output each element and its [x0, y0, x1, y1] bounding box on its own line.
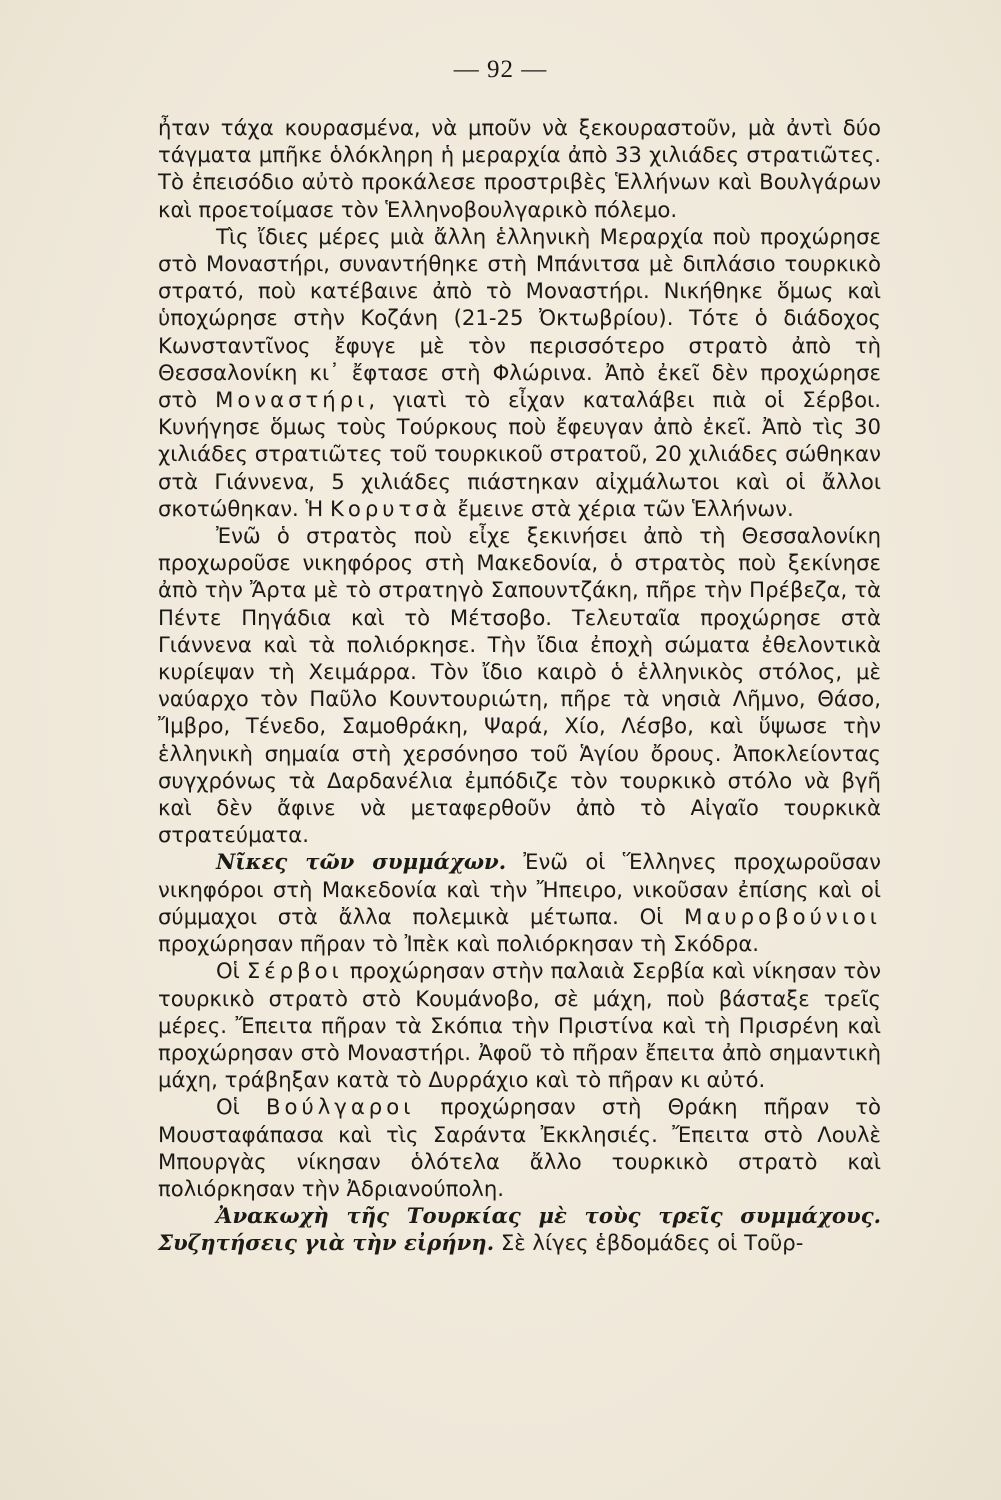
- section-heading-victories: Νῖκες τῶν συμμάχων.: [216, 849, 507, 875]
- paragraph-6: [158, 1093, 881, 1202]
- paragraph-2-text-e: ἔμεινε στὰ χέρια τῶν Ἑλλήνων.: [457, 495, 794, 521]
- body-text: [158, 114, 881, 1257]
- paragraph-7: [158, 1202, 881, 1256]
- spaced-word-bulgarians: Βούλγαροι: [265, 1094, 415, 1120]
- paragraph-5-text-c: προχώρησαν στὴν παλαιὰ Σερβία καὶ νίκησαν τὸν τουρκικὸ στρατὸ στὸ Κουμάνοβο, σὲ μάχη, ποὺ βάσταξε τρεῖς μέρες. Ἔπειτα πῆραν τὰ Σκόπια τὴν Πριστίνα καὶ τὴ Πρισρένη καὶ προχώρησαν στὸ Μοναστήρι. Ἀφοῦ τὸ πῆραν ἔπειτα ἀπὸ σημαντικὴ μάχη, τράβηξαν κατὰ τὸ Δυρράχιο καὶ τὸ πῆραν κι αὐτό.: [158, 958, 881, 1093]
- paragraph-2-text-a: Τὶς ἴδιες μέρες μιὰ ἄλλη ἑλληνικὴ Μεραρχία ποὺ προχώρησε στὸ Μοναστήρι, συναντήθηκε στὴ Μπάνιτσα μὲ διπλάσιο τουρκικὸ στρατό, ποὺ κατέβαινε ἀπὸ τὸ Μοναστήρι. Νικήθηκε ὅμως καὶ ὑποχώρησε στὴν Κοζάνη (21-25 Ὀκτωβρίου). Τότε ὁ διάδοχος Κωνσταντῖνος ἔφυγε μὲ τὸν περισσότερο στρατὸ ἀπὸ τὴ Θεσσαλονίκη κι᾿ ἔφτασε στὴ Φλώρινα. Ἀπὸ ἐκεῖ δὲν προχώρησε στὸ: [158, 223, 881, 413]
- paragraph-2: [158, 223, 881, 522]
- paragraph-6-text-a: Οἱ: [216, 1094, 240, 1120]
- paragraph-4-text-a: Ἐνῶ οἱ Ἕλληνες προχωροῦσαν νικηφόροι στὴ Μακεδονία καὶ τὴν Ἤπειρο, νικοῦσαν ἐπίσης καὶ οἱ σύμμαχοι στὰ ἄλλα πολεμικὰ μέτωπα. Οἱ: [158, 849, 881, 929]
- paragraph-1: ἦταν τάχα κουρασμένα, νὰ μποῦν νὰ ξεκουραστοῦν, μὰ ἀντὶ δύο τάγματα μπῆκε ὁλόκληρη ἡ μεραρχία ἀπὸ 33 χιλιάδες στρατιῶτες. Τὸ ἐπεισόδιο αὐτὸ προκάλεσε προστριβὲς Ἑλλήνων καὶ Βουλγάρων καὶ προετοίμασε τὸν Ἑλληνοβουλγαρικὸ πόλεμο.: [158, 115, 881, 222]
- paragraph-3: Ἐνῶ ὁ στρατὸς ποὺ εἶχε ξεκινήσει ἀπὸ τὴ Θεσσαλονίκη προχωροῦσε νικηφόρος στὴ Μακεδονία, ὁ στρατὸς ποὺ ξεκίνησε ἀπὸ τὴν Ἄρτα μὲ τὸ στρατηγὸ Σαπουντζάκη, πῆρε τὴν Πρέβεζα, τὰ Πέντε Πηγάδια καὶ τὸ Μέτσοβο. Τελευταῖα προχώρησε στὰ Γιάννενα καὶ τὰ πολιόρκησε. Τὴν ἴδια ἐποχὴ σώματα ἐθελοντικὰ κυρίεψαν τὴ Χειμάρρα. Τὸν ἴδιο καιρὸ ὁ ἑλληνικὸς στόλος, μὲ ναύαρχο τὸν Παῦλο Κουντουριώτη, πῆρε τὰ νησιὰ Λῆμνο, Θάσο, Ἴμβρο, Τένεδο, Σαμοθράκη, Ψαρά, Χίο, Λέσβο, καὶ ὕψωσε τὴν ἑλληνικὴ σημαία στὴ χερσόνησο τοῦ Ἁγίου ὄρους. Ἀποκλείοντας συγχρόνως τὰ Δαρδανέλια ἐμπόδιζε τὸν τουρκικὸ στόλο νὰ βγῆ καὶ δὲν ἄφινε νὰ μεταφερθοῦν ἀπὸ τὸ Αἰγαῖο τουρκικὰ στρατεύματα.: [158, 523, 881, 848]
- page-number: — 92 —: [453, 56, 548, 83]
- paragraph-7-text-a: Σὲ λίγες ἑβδομάδες οἱ Τοῦρ-: [500, 1230, 804, 1256]
- spaced-word-monastiri: Μοναστήρι: [215, 387, 369, 413]
- paragraph-4-text-c: προχώρησαν πῆραν τὸ Ἰπὲκ καὶ πολιόρκησαν τὴ Σκόδρα.: [158, 931, 760, 957]
- spaced-word-montenegrins: Μαυροβούνιοι: [684, 903, 881, 929]
- paragraph-5: [158, 957, 881, 1093]
- spaced-word-serbs: Σέρβοι: [246, 958, 343, 984]
- paragraph-6-text-c: προχώρησαν στὴ Θράκη πῆραν τὸ Μουσταφάπασα καὶ τὶς Σαράντα Ἐκκλησιές. Ἔπειτα στὸ Λουλὲ Μπουργὰς νίκησαν ὁλότελα ἄλλο τουρκικὸ στρατὸ καὶ πολιόρκησαν τὴν Ἀδριανούπολη.: [158, 1094, 881, 1201]
- section-heading-armistice: Ἀνακωχὴ τῆς Τουρκίας μὲ τοὺς τρεῖς συμμάχους. Συζητήσεις γιὰ τὴν εἰρήνη.: [158, 1203, 881, 1256]
- paragraph-2-text-c: , γιατὶ τὸ εἶχαν καταλάβει πιὰ οἱ Σέρβοι. Κυνήγησε ὅμως τοὺς Τούρκους ποὺ ἔφευγαν ἀπὸ ἐκεῖ. Ἀπὸ τὶς 30 χιλιάδες στρατιῶτες τοῦ τουρκικοῦ στρατοῦ, 20 χιλιάδες σώθηκαν στὰ Γιάννενα, 5 χιλιάδες πιάστηκαν αἰχμάλωτοι καὶ οἱ ἄλλοι σκοτώθηκαν. Ἡ: [158, 387, 881, 521]
- paragraph-5-text-a: Οἱ: [216, 958, 240, 984]
- paragraph-4: [158, 848, 881, 957]
- spaced-word-korytsa: Κορυτσὰ: [329, 495, 451, 521]
